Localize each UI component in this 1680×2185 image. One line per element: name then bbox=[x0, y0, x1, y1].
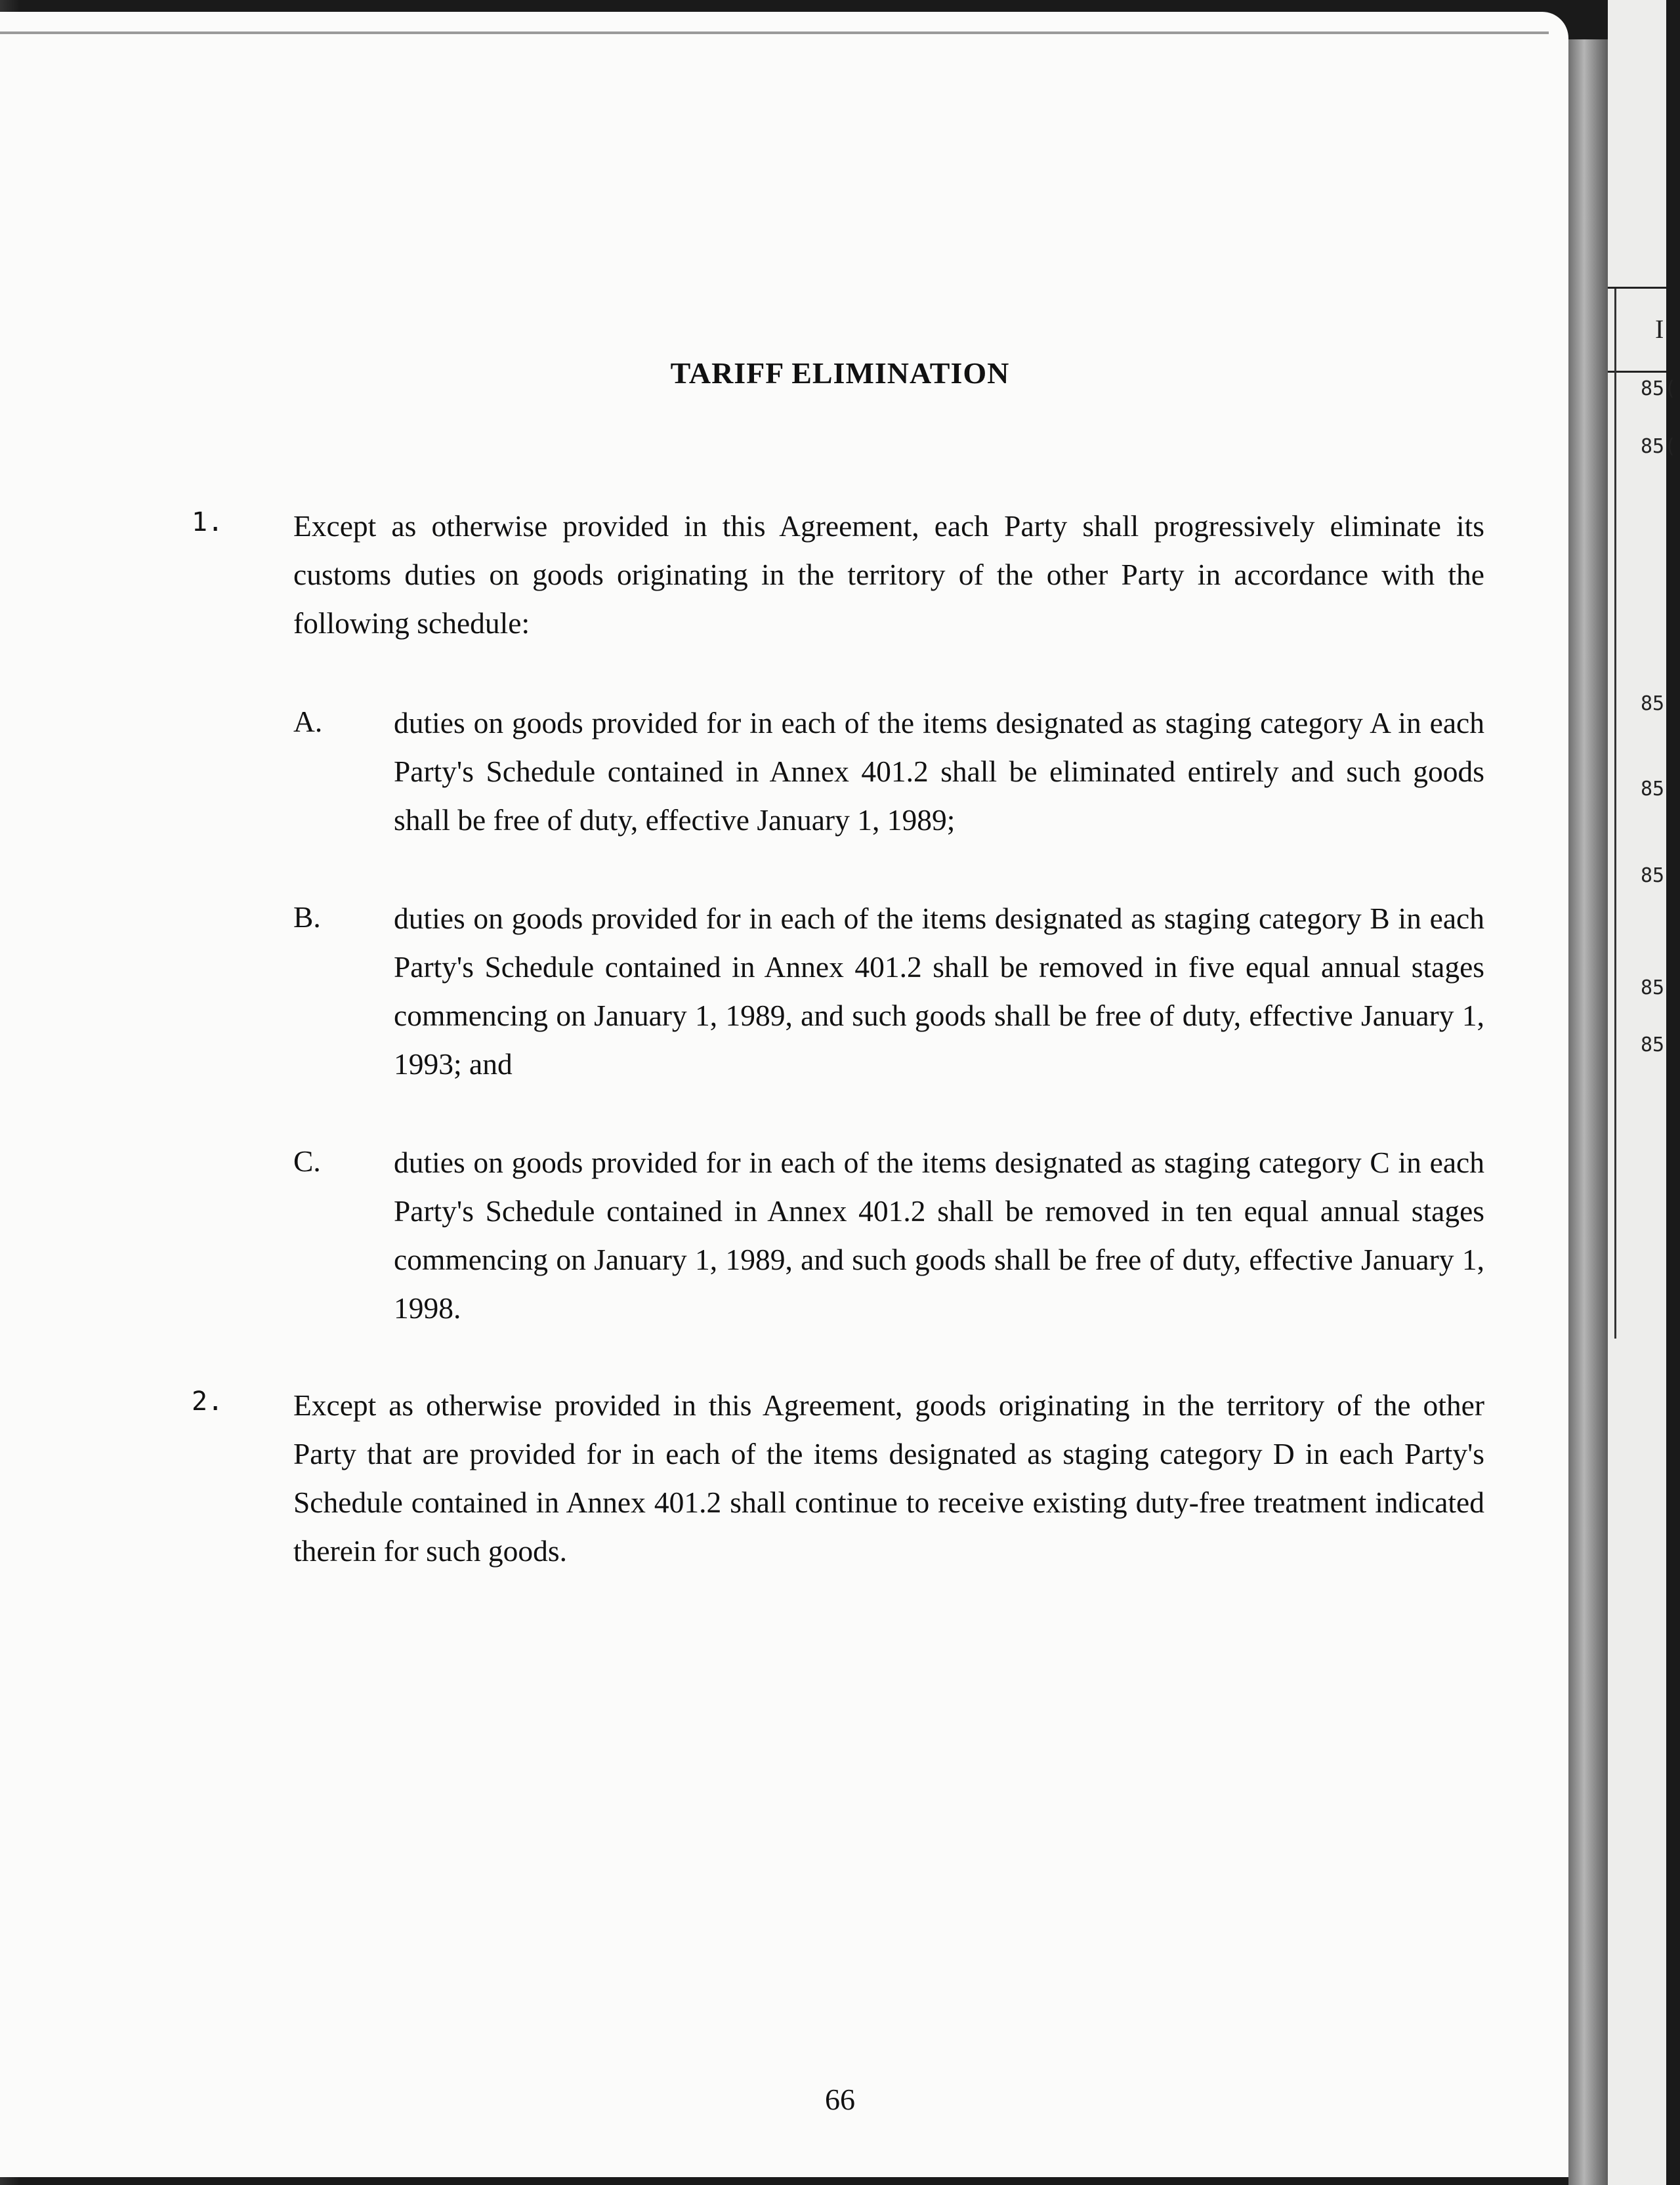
adjacent-code-fragment: 85( bbox=[1641, 435, 1677, 458]
adjacent-page-edge bbox=[1608, 0, 1677, 2185]
top-rule bbox=[0, 31, 1549, 34]
subparagraph-letter: B. bbox=[293, 900, 321, 934]
subparagraph-text: duties on goods provided for in each of the items designated as staging category A in each Party's Schedule contained in Annex 401.2 shall be eliminated entirely and such goods shall be free of duty, effective January 1, 1989; bbox=[394, 706, 1484, 837]
paragraph-number: 2. bbox=[192, 1386, 224, 1417]
subparagraph-letter: A. bbox=[293, 705, 323, 738]
adjacent-table-rule bbox=[1608, 287, 1666, 289]
adjacent-code-fragment: 85 bbox=[1641, 692, 1665, 715]
subparagraph-letter: C. bbox=[293, 1144, 321, 1178]
adjacent-table-rule bbox=[1614, 289, 1616, 1339]
paragraph-text: Except as otherwise provided in this Agreement, goods originating in the territory of the other Party that are provided for in each of the items designated as staging category D in each Party's Schedule contained in Annex 401.2 shall continue to receive existing duty-free treatment indicated therein for such goods. bbox=[293, 1388, 1484, 1568]
document-page bbox=[0, 12, 1568, 2177]
paragraph-number: 1. bbox=[192, 507, 224, 537]
paragraph-text: Except as otherwise provided in this Agreement, each Party shall progressively eliminate its customs duties on goods originating in the territory of the other Party in accordance with the following schedule: bbox=[293, 509, 1484, 640]
subparagraph-text: duties on goods provided for in each of the items designated as staging category B in each Party's Schedule contained in Annex 401.2 shall be removed in five equal annual stages commencing on January 1, 1989, and such goods shall be free of duty, effective January 1, 1993; and bbox=[394, 902, 1484, 1081]
adjacent-table-rule bbox=[1608, 371, 1666, 373]
page-title: TARIFF ELIMINATION bbox=[670, 356, 1010, 390]
adjacent-code-fragment: 85 bbox=[1641, 778, 1665, 801]
subparagraph-text: duties on goods provided for in each of the items designated as staging category C in each Party's Schedule contained in Annex 401.2 shall be removed in ten equal annual stages commencing on January 1, 1989, and such goods shall be free of duty, effective January 1, 1998. bbox=[394, 1146, 1484, 1325]
adjacent-code-fragment: 85 bbox=[1641, 1033, 1665, 1056]
adjacent-code-fragment: 85( bbox=[1641, 377, 1677, 400]
page-number: 66 bbox=[825, 2083, 855, 2116]
adjacent-code-fragment: 85 bbox=[1641, 864, 1665, 887]
book-spine-shadow bbox=[1568, 39, 1608, 2185]
adjacent-header-fragment: I bbox=[1655, 314, 1664, 344]
adjacent-code-fragment: 85 bbox=[1641, 976, 1665, 999]
